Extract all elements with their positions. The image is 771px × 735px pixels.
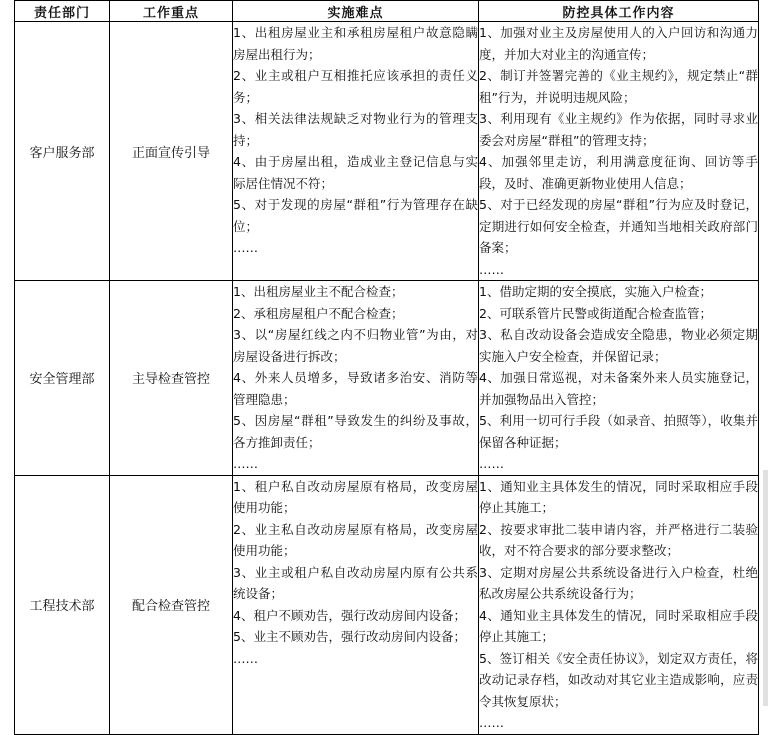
header-measures: 防控具体工作内容 [479,1,759,22]
focus-cell: 正面宣传引导 [110,22,233,281]
list-item: …… [479,715,504,730]
difficulties-cell [233,22,479,281]
dept-cell: 客户服务部 [15,22,110,281]
table-row [15,475,759,734]
measures-cell [479,281,759,476]
list-item: 1、借助定期的安全摸底，实施入户检查； [479,284,712,299]
list-item: 2、制订并签署完善的《业主规约》，规定禁止“群租”行为，并说明违规风险； [479,68,758,105]
focus-cell: 配合检查管控 [110,475,233,734]
list-item: 2、业主私自改动房屋原有格局，改变房屋使用功能； [233,521,478,558]
list-item: 5、签订相关《安全责任协议》，划定双方责任，将改动记录存档，如改动对其它业主造成影响，应责令其恢复原状； [479,650,758,709]
header-row [15,1,759,22]
list-item: 3、业主或租户私自改动房屋内原有公共系统设备； [233,564,478,601]
measures-cell [479,475,759,734]
table-row [15,281,759,476]
list-item: 2、按要求审批二装申请内容，并严格进行二装验收，对不符合要求的部分要求整改； [479,521,758,558]
list-item: 4、外来人员增多，导致诸多治安、消防等管理隐患； [233,370,478,407]
responsibility-table [14,0,759,735]
list-item: 5、对于已经发现的房屋“群租”行为应及时登记，定期进行如何安全检查，并通知当地相关政府部门备案； [479,197,758,255]
list-item: 3、以“房屋红线之内不归物业管”为由，对房屋设备进行拆改； [233,327,478,364]
difficulties-cell [233,281,479,476]
table-row [15,22,759,281]
dept-cell: 工程技术部 [15,475,110,734]
list-item: …… [479,456,504,471]
list-item: 4、租户不顾劝告，强行改动房间内设备； [233,607,466,623]
list-item: 1、出租房屋业主不配合检查； [233,284,404,299]
list-item: 3、私自改动设备会造成安全隐患，物业必须定期实施入户安全检查，并保留记录； [479,327,758,364]
list-item: …… [233,240,258,255]
list-item: 1、出租房屋业主和承租房屋租户故意隐瞒房屋出租行为； [233,25,478,62]
list-item: 5、因房屋“群租”导致发生的纠纷及事故，各方推卸责任； [233,413,478,450]
list-item: 4、加强日常巡视，对未备案外来人员实施登记，并加强物品出入管控； [479,370,758,407]
list-item: 5、对于发现的房屋“群租”行为管理存在缺位； [233,197,478,234]
dept-cell: 安全管理部 [15,281,110,476]
header-dept: 责任部门 [15,1,110,22]
list-item: 4、加强邻里走访，利用满意度征询、回访等手段，及时、准确更新物业使用人信息； [479,154,758,191]
list-item: 2、业主或租户互相推托应该承担的责任义务； [233,68,478,105]
measures-cell [479,22,759,281]
list-item: 1、通知业主具体发生的情况，同时采取相应手段停止其施工； [479,478,758,515]
list-item: 2、可联系管片民警或街道配合检查监管； [479,305,712,321]
list-item: …… [233,456,258,471]
list-item: 5、业主不顾劝告，强行改动房间内设备； [233,629,466,644]
list-item: 3、相关法律法规缺乏对物业行为的管理支持； [233,111,478,148]
list-item: 3、定期对房屋公共系统设备进行入户检查，杜绝私改房屋公共系统设备行为； [479,564,758,601]
list-item: 1、租户私自改动房屋原有格局，改变房屋使用功能； [233,478,478,515]
list-item: 5、利用一切可行手段（如录音、拍照等），收集并保留各种证据； [479,413,758,450]
list-item: 2、承租房屋租户不配合检查； [233,305,404,321]
focus-cell: 主导检查管控 [110,281,233,476]
list-item: 3、利用现有《业主规约》作为依据，同时寻求业委会对房屋“群租”的管理支持； [479,111,758,148]
list-item: 4、由于房屋出租，造成业主登记信息与实际居住情况不符； [233,154,478,191]
difficulties-cell [233,475,479,734]
list-item: 1、加强对业主及房屋使用人的入户回访和沟通力度，并加大对业主的沟通宣传； [479,25,758,62]
header-focus: 工作重点 [110,1,233,22]
list-item: …… [233,650,258,666]
scrollbar[interactable] [763,470,768,706]
list-item: …… [479,261,504,277]
header-difficulties: 实施难点 [233,1,479,22]
list-item: 4、通知业主具体发生的情况，同时采取相应手段停止其施工； [479,607,758,644]
